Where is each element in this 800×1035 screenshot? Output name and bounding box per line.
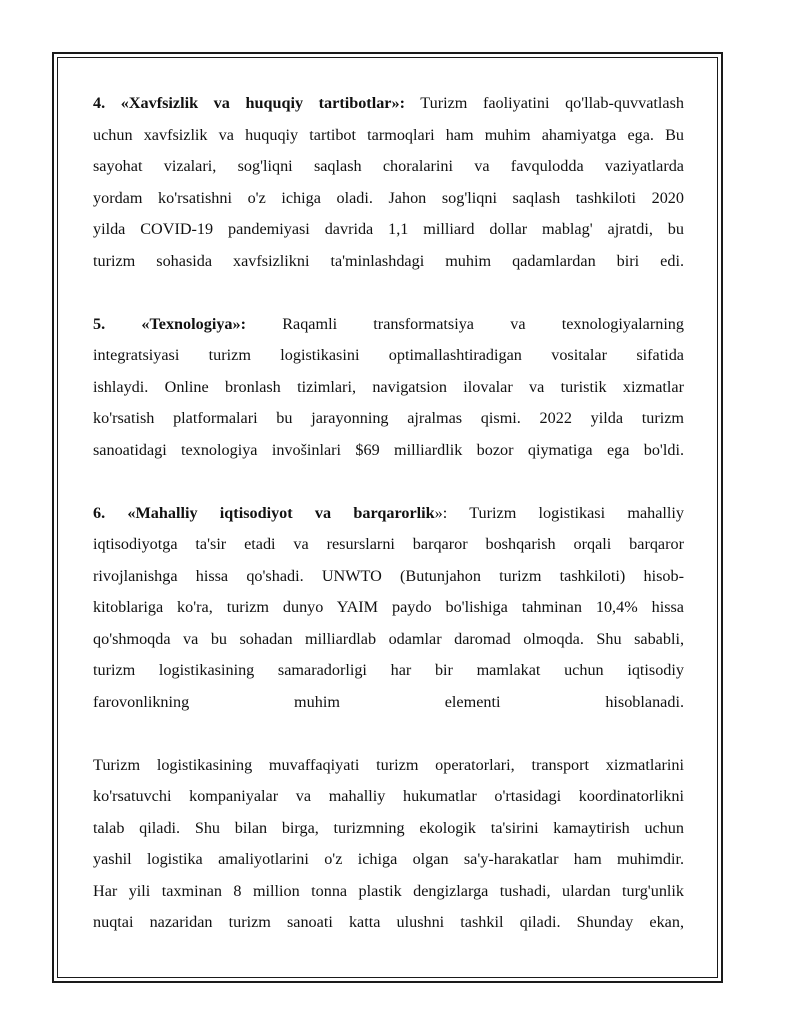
line: turizm logistikasining samaradorligi har bir mamlakat uchun iqtisodiy <box>93 661 684 679</box>
line: Turizm logistikasining muvaffaqiyati turizm operatorlari, transport xizmatlarini <box>93 755 684 774</box>
line: integratsiyasi turizm logistikasini optimallashtiradigan vositalar sifatida <box>93 346 684 364</box>
line: qo'shmoqda va bu sohadan milliardlab odamlar daromad olmoqda. Shu sababli, <box>93 629 684 648</box>
paragraph-security <box>93 88 684 277</box>
line: 6. «Mahalliy iqtisodiyot va barqarorlik»: Turizm logistikasi mahalliy <box>93 503 684 522</box>
line: rivojlanishga hissa qo'shadi. UNWTO (Butunjahon turizm tashkiloti) hisob- <box>93 566 684 585</box>
section-heading: 4. «Xavfsizlik va huquqiy tartibotlar»: <box>93 94 405 112</box>
line: talab qiladi. Shu bilan birga, turizmning ekologik ta'sirini kamaytirish uchun <box>93 818 684 837</box>
line: sanoatidagi texnologiya invošinlari $69 milliardlik bozor qiymatiga ega bo'ldi. <box>93 440 684 459</box>
line: uchun xavfsizlik va huquqiy tartibot tarmoqlari ham muhim ahamiyatga ega. Bu <box>93 125 684 144</box>
line: turizm sohasida xavfsizlikni ta'minlashdagi muhim qadamlardan biri edi. <box>93 251 684 270</box>
line: ishlaydi. Online bronlash tizimlari, navigatsion ilovalar va turistik xizmatlar <box>93 377 684 396</box>
line: yordam ko'rsatishni o'z ichiga oladi. Jahon sog'liqni saqlash tashkiloti 2020 <box>93 188 684 207</box>
paragraph-local-economy <box>93 498 684 719</box>
line: yilda COVID-19 pandemiyasi davrida 1,1 milliard dollar mablag' ajratdi, bu <box>93 220 684 238</box>
line: ko'rsatuvchi kompaniyalar va mahalliy hukumatlar o'rtasidagi koordinatorlikni <box>93 787 684 805</box>
line: farovonlikning muhim elementi hisoblanadi. <box>93 692 684 711</box>
line: yashil logistika amaliyotlarini o'z ichiga olgan sa'y-harakatlar ham muhimdir. <box>93 850 684 868</box>
line: iqtisodiyotga ta'sir etadi va resurslarni barqaror boshqarish orqali barqaror <box>93 535 684 553</box>
line: sayohat vizalari, sog'liqni saqlash choralarini va favqulodda vaziyatlarda <box>93 157 684 175</box>
line: 5. «Texnologiya»: Raqamli transformatsiya va texnologiyalarning <box>93 314 684 333</box>
paragraph-conclusion <box>93 750 684 939</box>
line: ko'rsatish platformalari bu jarayonning ajralmas qismi. 2022 yilda turizm <box>93 409 684 427</box>
line: 4. «Xavfsizlik va huquqiy tartibotlar»: Turizm faoliyatini qo'llab-quvvatlash <box>93 94 684 112</box>
section-heading: 6. «Mahalliy iqtisodiyot va barqarorlik <box>93 503 435 522</box>
paragraph-technology <box>93 309 684 467</box>
section-heading: 5. «Texnologiya»: <box>93 314 246 333</box>
document-body <box>93 88 684 970</box>
line: nuqtai nazaridan turizm sanoati katta ulushni tashkil qiladi. Shunday ekan, <box>93 913 684 931</box>
line: kitoblariga ko'ra, turizm dunyo YAIM paydo bo'lishiga tahminan 10,4% hissa <box>93 598 684 616</box>
line: Har yili taxminan 8 million tonna plastik dengizlarga tushadi, ulardan turg'unlik <box>93 881 684 900</box>
